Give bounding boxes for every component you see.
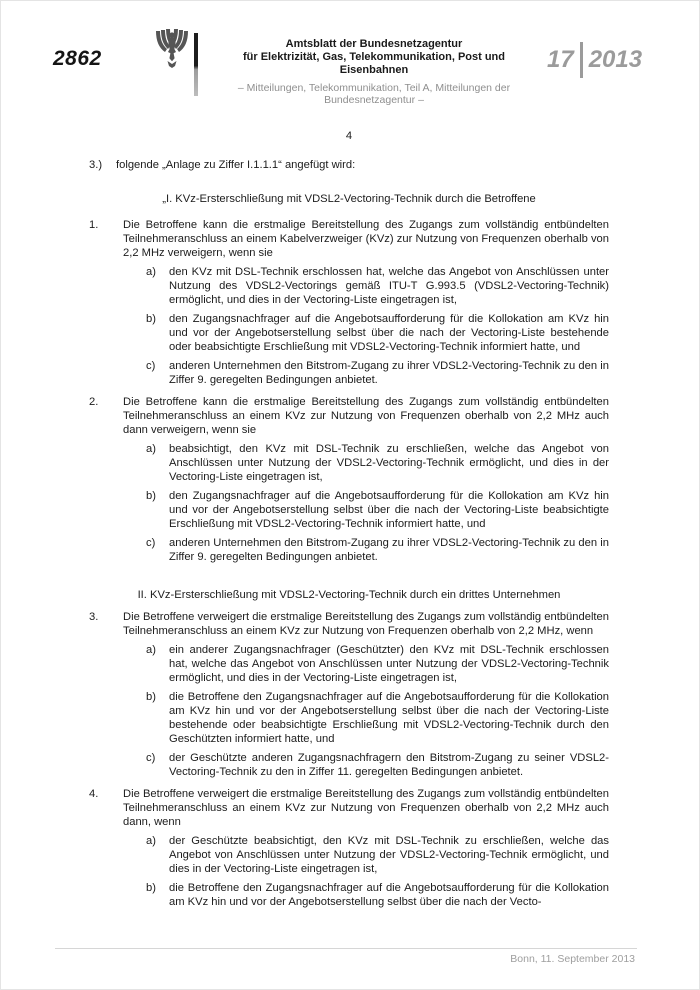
header-divider-bar [194,33,198,96]
document-body [89,129,609,909]
subitem [146,312,609,354]
subitem [146,751,609,779]
subitem-text: beabsichtigt, den KVz mit DSL-Technik zu erschließen, welche das Angebot von Anschlüssen unter Nutzung der VDSL2-Vectoring-Technik ermöglicht, und dies in der Vectoring-Liste eingetragen ist, [169,443,609,483]
issue-block [547,42,642,78]
subitem [146,834,609,876]
subitem-marker: b) [146,882,156,894]
issue-number: 17 [547,46,574,73]
footer-date: Bonn, 11. September 2013 [510,953,635,965]
subitem-marker: b) [146,691,156,703]
subitem [146,536,609,564]
subitem-marker: a) [146,266,156,278]
page-number: 4 [345,130,353,142]
subitem-marker: c) [146,360,156,372]
item-number: 3. [89,611,99,623]
section-heading-2: II. KVz-Ersterschließung mit VDSL2-Vectoring-Technik durch ein drittes Unternehmen [137,589,561,601]
intro-line [89,158,609,172]
subitem [146,359,609,387]
list-item [89,610,609,779]
subitem-marker: c) [146,537,156,549]
subitem-text: der Geschützte beabsichtigt, den KVz mit DSL-Technik zu erschließen, welche das Angebot von Anschlüssen unter Nutzung der VDSL2-Vectoring-Technik ermöglicht, und dies in der Vectoring-Liste eingetragen ist, [169,835,609,875]
subitem-text: der Geschützte anderen Zugangsnachfragern den Bitstrom-Zugang zu seiner VDSL2-Vectoring-Technik zu den in Ziffer 11. geregelten Bedingungen anbietet. [169,752,609,778]
list-item [89,395,609,564]
issue-divider-bar [580,42,583,78]
item-text: Die Betroffene kann die erstmalige Bereitstellung des Zugangs zum vollständig entbündelten Teilnehmeranschluss an einem Kabelverzweiger (KVz) zur Nutzung von Frequenzen oberhalb von 2,2 MHz verweigern, wenn sie [123,219,609,259]
folio-number: 2862 [53,47,102,70]
item-text: Die Betroffene kann die erstmalige Bereitstellung des Zugangs zum vollständig entbündelten Teilnehmeranschluss an einem KVz zur Nutzung von Frequenzen oberhalb von 2,2 MHz auch dann verweigern, wenn sie [123,396,609,436]
subitem-text: den Zugangsnachfrager auf die Angebotsaufforderung für die Kollokation am KVz hin und vor der Angebotserstellung selbst über die nach der Vectoring-Liste beabsichtigte Erschließung mit VDSL2-Vectoring-Technik informiert hatte, und [169,490,609,530]
subitem [146,442,609,484]
intro-text: folgende „Anlage zu Ziffer I.1.1.1“ angefügt wird: [116,159,356,171]
subitem-text: anderen Unternehmen den Bitstrom-Zugang zu ihrer VDSL2-Vectoring-Technik zu den in Ziffer 9. geregelten Bedingungen anbietet. [169,360,609,386]
subitem-marker: a) [146,644,156,656]
list-item [89,787,609,909]
subitem-text: ein anderer Zugangsnachfrager (Geschützter) den KVz mit DSL-Technik erschlossen hat, welche das Angebot von Anschlüssen unter Nutzung der VDSL2-Vectoring-Technik ermöglicht, und dies in der Vectoring-Liste eingetragen ist, [169,644,609,684]
subitem-text: die Betroffene den Zugangsnachfrager auf die Angebotsaufforderung für die Kollokation am KVz hin und vor der Angebotserstellung selbst über die nach der Vecto- [169,882,609,908]
subitem-text: den KVz mit DSL-Technik erschlossen hat, welche das Angebot von Anschlüssen unter Nutzung des VDSL2-Vectorings gemäß ITU-T G.993.5 (VDSL2-Vectoring-Technik) ermöglicht, und dies in der Vectoring-Liste eingetragen ist, [169,266,609,306]
item-text: Die Betroffene verweigert die erstmalige Bereitstellung des Zugangs zum vollständig entbündelten Teilnehmeranschluss an einem KVz zur Nutzung von Frequenzen oberhalb von 2,2 MHz auch dann, wenn [123,788,609,828]
subitem [146,489,609,531]
issue-year: 2013 [588,46,643,73]
subitem [146,881,609,909]
masthead-subtitle: – Mitteilungen, Telekommunikation, Teil A, Mitteilungen der Bundesnetzagentur – [237,82,511,106]
subitem-marker: b) [146,490,156,502]
item-number: 4. [89,788,99,800]
subitem-marker: c) [146,752,156,764]
item-text: Die Betroffene verweigert die erstmalige Bereitstellung des Zugangs zum vollständig entbündelten Teilnehmeranschluss an einem KVz zur Nutzung von Frequenzen oberhalb von 2,2 MHz, wenn [123,611,609,637]
federal-eagle-icon [153,28,191,68]
subitem-marker: b) [146,313,156,325]
subitem-marker: a) [146,835,156,847]
masthead-title-line1: Amtsblatt der Bundesnetzagentur [285,38,463,50]
subitem-text: anderen Unternehmen den Bitstrom-Zugang zu ihrer VDSL2-Vectoring-Technik zu den in Ziffer 9. geregelten Bedingungen anbietet. [169,537,609,563]
subitem [146,690,609,746]
subitem-text: den Zugangsnachfrager auf die Angebotsaufforderung für die Kollokation am KVz hin und vor der Angebotserstellung selbst über die nach der Vectoring-Liste bestehende oder beabsichtigte Erschließung mit VDSL2-Vectoring-Technik informiert hatte, und [169,313,609,353]
subitem [146,643,609,685]
intro-marker: 3.) [89,159,103,171]
subitem [146,265,609,307]
item-number: 2. [89,396,99,408]
section-heading-1: „I. KVz-Ersterschließung mit VDSL2-Vectoring-Technik durch die Betroffene [162,193,536,205]
item-number: 1. [89,219,99,231]
masthead [208,38,540,106]
subitem-text: die Betroffene den Zugangsnachfrager auf die Angebotsaufforderung für die Kollokation am KVz hin und vor der Angebotserstellung selbst über die nach der Vectoring-Liste bestehende oder beabsichtigte Erschließung mit VDSL2-Vectoring-Technik durch den Geschützten informiert hatte, und [169,691,609,745]
subitem-marker: a) [146,443,156,455]
list-item [89,218,609,387]
masthead-title-line2: für Elektrizität, Gas, Telekommunikation, Post und Eisenbahnen [242,51,505,76]
footer-rule [55,948,637,949]
